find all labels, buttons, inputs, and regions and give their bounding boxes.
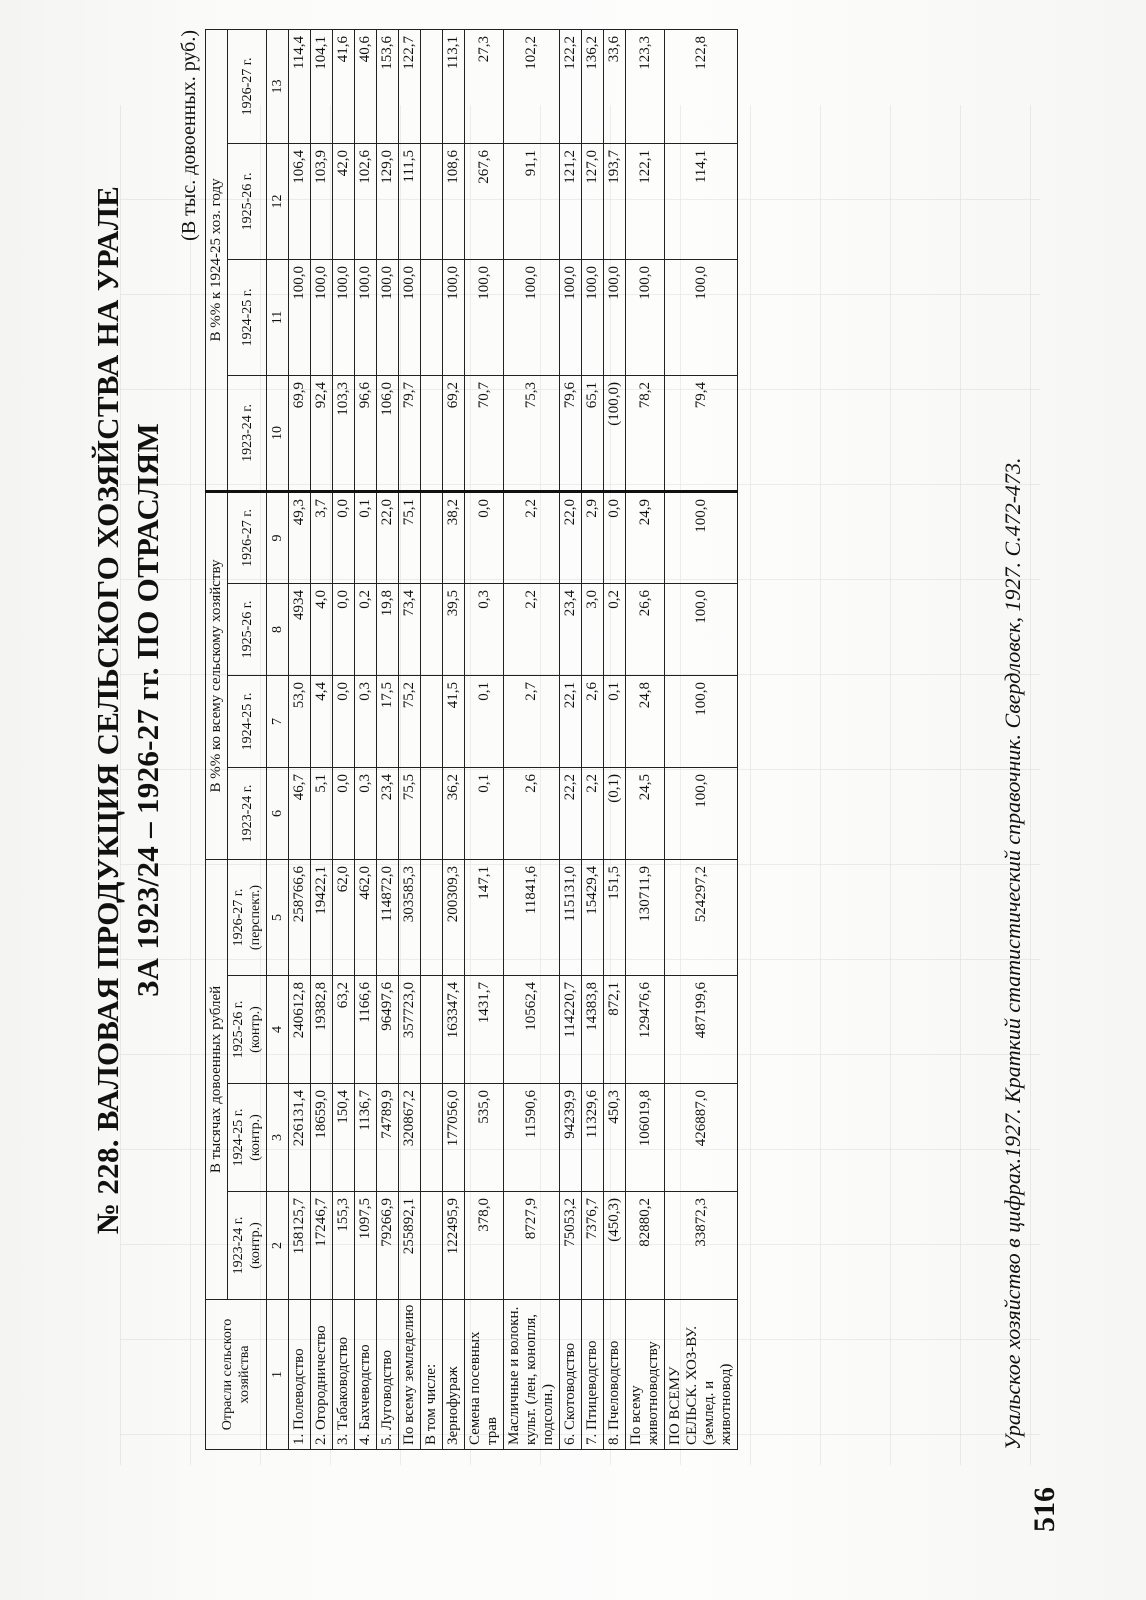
header-row-groups — [206, 29, 228, 1449]
table-row — [504, 29, 560, 1449]
table-cell: 4,4 — [311, 675, 333, 767]
table-cell: 240612,8 — [289, 976, 311, 1084]
table-cell: 0,0 — [333, 583, 355, 675]
table-cell: 114,1 — [665, 143, 738, 259]
table-row — [355, 29, 377, 1449]
table-cell — [421, 29, 443, 143]
table-cell: 100,0 — [604, 259, 626, 375]
table-cell: 17,5 — [377, 675, 399, 767]
year-thousands-1: 1923-24 г. (контр.) — [228, 1192, 267, 1300]
column-number-10: 10 — [267, 375, 289, 491]
row-label: В том числе: — [421, 1300, 443, 1450]
table-cell: 22,0 — [377, 491, 399, 583]
group-header-thousands: В тысячах довоенных рублей — [206, 859, 228, 1299]
table-cell: 0,3 — [355, 675, 377, 767]
table-cell: 100,0 — [399, 259, 421, 375]
table-cell: 100,0 — [665, 767, 738, 859]
table-cell: 74789,9 — [377, 1084, 399, 1192]
table-cell: 102,2 — [504, 29, 560, 143]
table-cell: 136,2 — [582, 29, 604, 143]
table-cell: 38,2 — [443, 491, 465, 583]
table-row — [377, 29, 399, 1449]
table-cell: 94239,9 — [560, 1084, 582, 1192]
table-cell: 102,6 — [355, 143, 377, 259]
unit-note: (В тыс. довоенных. руб.) — [178, 30, 200, 241]
table-row — [665, 29, 738, 1449]
table-cell: 39,5 — [443, 583, 465, 675]
year-thousands-3: 1925-26 г. (контр.) — [228, 976, 267, 1084]
table-cell: 26,6 — [626, 583, 665, 675]
table-cell: 2,7 — [504, 675, 560, 767]
header-row-years — [228, 29, 267, 1449]
table-row — [560, 29, 582, 1449]
table-cell: 100,0 — [665, 675, 738, 767]
table-cell: 14383,8 — [582, 976, 604, 1084]
table-cell: 3,7 — [311, 491, 333, 583]
table-cell: 2,6 — [582, 675, 604, 767]
year-pct-total-2: 1924-25 г. — [228, 675, 267, 767]
table-cell: 33,6 — [604, 29, 626, 143]
column-number-4: 4 — [267, 976, 289, 1084]
table-cell: 4,0 — [311, 583, 333, 675]
table-cell: (450,3) — [604, 1192, 626, 1300]
table-cell: 357723,0 — [399, 976, 421, 1084]
column-number-13: 13 — [267, 29, 289, 143]
table-cell: 100,0 — [560, 259, 582, 375]
branch-header: Отрасли сельского хозяйства — [206, 1300, 267, 1450]
table-cell: 69,9 — [289, 375, 311, 491]
table-cell: 63,2 — [333, 976, 355, 1084]
table-cell: 70,7 — [465, 375, 504, 491]
table-cell: 426887,0 — [665, 1084, 738, 1192]
table-cell: 75,2 — [399, 675, 421, 767]
table-cell — [421, 143, 443, 259]
table-cell — [421, 583, 443, 675]
table-cell: 19382,8 — [311, 976, 333, 1084]
row-label: 4. Бахчеводство — [355, 1300, 377, 1450]
table-cell: 22,2 — [560, 767, 582, 859]
table-cell: 24,8 — [626, 675, 665, 767]
table-cell: 78,2 — [626, 375, 665, 491]
statistics-table — [205, 29, 738, 1450]
table-row — [333, 29, 355, 1449]
table-cell: 320867,2 — [399, 1084, 421, 1192]
table-cell: 82880,2 — [626, 1192, 665, 1300]
table-cell: 79,4 — [665, 375, 738, 491]
table-cell: 122,8 — [665, 29, 738, 143]
table-cell: 0,1 — [465, 767, 504, 859]
table-cell: 378,0 — [465, 1192, 504, 1300]
year-pct-total-4: 1926-27 г. — [228, 491, 267, 583]
row-label: 1. Полеводство — [289, 1300, 311, 1450]
table-cell: 450,3 — [604, 1084, 626, 1192]
table-cell: 15429,4 — [582, 859, 604, 975]
table-cell: 0,3 — [465, 583, 504, 675]
table-cell: 2,2 — [504, 583, 560, 675]
row-label: 3. Табаководство — [333, 1300, 355, 1450]
row-label: ПО ВСЕМУ СЕЛЬСК. ХОЗ-ВУ. (землед. и животновод) — [665, 1300, 738, 1450]
table-cell: 2,2 — [582, 767, 604, 859]
table-cell: 303585,3 — [399, 859, 421, 975]
table-cell: 2,2 — [504, 491, 560, 583]
table-cell: 24,5 — [626, 767, 665, 859]
table-cell: 79,6 — [560, 375, 582, 491]
table-cell: 3,0 — [582, 583, 604, 675]
table-cell: 100,0 — [504, 259, 560, 375]
table-cell: 100,0 — [289, 259, 311, 375]
table-cell: 19,8 — [377, 583, 399, 675]
column-number-12: 12 — [267, 143, 289, 259]
table-cell: 11590,6 — [504, 1084, 560, 1192]
year-pct-total-1: 1923-24 г. — [228, 767, 267, 859]
table-cell: 100,0 — [465, 259, 504, 375]
table-cell: 1097,5 — [355, 1192, 377, 1300]
table-cell: 24,9 — [626, 491, 665, 583]
page-number: 516 — [1028, 1487, 1061, 1532]
table-cell: 73,4 — [399, 583, 421, 675]
table-cell: 0,2 — [355, 583, 377, 675]
table-cell: 151,5 — [604, 859, 626, 975]
table-cell: 113,1 — [443, 29, 465, 143]
header-row-column-numbers — [267, 29, 289, 1449]
table-cell: 96497,6 — [377, 976, 399, 1084]
row-label: 5. Луговодство — [377, 1300, 399, 1450]
table-cell — [421, 859, 443, 975]
table-cell: 104,1 — [311, 29, 333, 143]
table-cell: 111,5 — [399, 143, 421, 259]
table-cell: 147,1 — [465, 859, 504, 975]
table-cell: 79266,9 — [377, 1192, 399, 1300]
table-row — [604, 29, 626, 1449]
table-cell: 226131,4 — [289, 1084, 311, 1192]
row-label: Масличные и волокн. культ. (лен, конопля, подсолн.) — [504, 1300, 560, 1450]
table-cell: 103,3 — [333, 375, 355, 491]
table-cell: 27,3 — [465, 29, 504, 143]
table-cell: 0,3 — [355, 767, 377, 859]
row-label: По всему животноводству — [626, 1300, 665, 1450]
row-label: 6. Скотоводство — [560, 1300, 582, 1450]
table-cell — [421, 491, 443, 583]
table-cell: 11841,6 — [504, 859, 560, 975]
table-cell: 23,4 — [377, 767, 399, 859]
table-cell: 7376,7 — [582, 1192, 604, 1300]
table-cell: 41,5 — [443, 675, 465, 767]
table-cell: 114872,0 — [377, 859, 399, 975]
table-cell: 127,0 — [582, 143, 604, 259]
table-cell: 114,4 — [289, 29, 311, 143]
year-pct-1924-4: 1926-27 г. — [228, 29, 267, 143]
table-cell: 129,0 — [377, 143, 399, 259]
table-cell: 155,3 — [333, 1192, 355, 1300]
table-cell: 40,6 — [355, 29, 377, 143]
table-cell: 65,1 — [582, 375, 604, 491]
row-label: По всему земледелию — [399, 1300, 421, 1450]
table-cell: 106,0 — [377, 375, 399, 491]
table-cell: 49,3 — [289, 491, 311, 583]
row-label: 8. Пчеловодство — [604, 1300, 626, 1450]
table-cell: 79,7 — [399, 375, 421, 491]
table-cell: 114220,7 — [560, 976, 582, 1084]
table-cell: 0,0 — [333, 491, 355, 583]
table-cell: 158125,7 — [289, 1192, 311, 1300]
table-cell: 100,0 — [355, 259, 377, 375]
table-cell: 1166,6 — [355, 976, 377, 1084]
table-cell: 100,0 — [377, 259, 399, 375]
table-cell: 0,1 — [604, 675, 626, 767]
table-cell: 75,5 — [399, 767, 421, 859]
table-cell — [421, 767, 443, 859]
table-cell: 2,6 — [504, 767, 560, 859]
table-cell: 75,3 — [504, 375, 560, 491]
table-cell: 0,0 — [465, 491, 504, 583]
column-number-7: 7 — [267, 675, 289, 767]
group-header-pct-1924: В %% к 1924-25 хоз. году — [206, 29, 228, 491]
column-number-2: 2 — [267, 1192, 289, 1300]
table-cell: 122,7 — [399, 29, 421, 143]
table-cell: (100,0) — [604, 375, 626, 491]
table-cell: 1136,7 — [355, 1084, 377, 1192]
table-cell — [421, 976, 443, 1084]
table-title — [88, 150, 168, 1270]
table-cell: 10562,4 — [504, 976, 560, 1084]
table-cell: 4934 — [289, 583, 311, 675]
column-number-11: 11 — [267, 259, 289, 375]
table-cell: 177056,0 — [443, 1084, 465, 1192]
column-number-1: 1 — [267, 1300, 289, 1450]
table-cell: 1431,7 — [465, 976, 504, 1084]
table-cell: 17246,7 — [311, 1192, 333, 1300]
table-cell: 53,0 — [289, 675, 311, 767]
title-line-1: № 228. ВАЛОВАЯ ПРОДУКЦИЯ СЕЛЬСКОГО ХОЗЯЙСТВА НА УРАЛЕ — [90, 185, 125, 1235]
table-row — [421, 29, 443, 1449]
row-label: 2. Огородничество — [311, 1300, 333, 1450]
table-cell: 106,4 — [289, 143, 311, 259]
table-cell: 100,0 — [333, 259, 355, 375]
table-cell: 100,0 — [582, 259, 604, 375]
table-cell: 122,2 — [560, 29, 582, 143]
year-pct-1924-1: 1923-24 г. — [228, 375, 267, 491]
table-cell: 255892,1 — [399, 1192, 421, 1300]
table-cell: 36,2 — [443, 767, 465, 859]
table-cell: 122495,9 — [443, 1192, 465, 1300]
table-cell: 75,1 — [399, 491, 421, 583]
year-pct-1924-3: 1925-26 г. — [228, 143, 267, 259]
table-row — [399, 29, 421, 1449]
table-cell: 163347,4 — [443, 976, 465, 1084]
table-cell: 150,4 — [333, 1084, 355, 1192]
row-label: Зернофураж — [443, 1300, 465, 1450]
table-cell: 42,0 — [333, 143, 355, 259]
table-cell: 115131,0 — [560, 859, 582, 975]
source-citation: Уральское хозяйство в цифрах.1927. Краткий статистический справочник. Свердловск, 1927. С.472-473. — [1000, 457, 1025, 1450]
table-cell: 524297,2 — [665, 859, 738, 975]
table-row — [465, 29, 504, 1449]
table-cell: 75053,2 — [560, 1192, 582, 1300]
table-row — [289, 29, 311, 1449]
table-cell: 267,6 — [465, 143, 504, 259]
table-cell: 108,6 — [443, 143, 465, 259]
table-cell: 487199,6 — [665, 976, 738, 1084]
row-label: 7. Птицеводство — [582, 1300, 604, 1450]
table-cell: 462,0 — [355, 859, 377, 975]
table-cell: 0,1 — [355, 491, 377, 583]
table-cell: 153,6 — [377, 29, 399, 143]
table-cell: 872,1 — [604, 976, 626, 1084]
table-cell — [421, 375, 443, 491]
table-cell: 19422,1 — [311, 859, 333, 975]
table-cell: 121,2 — [560, 143, 582, 259]
year-pct-total-3: 1925-26 г. — [228, 583, 267, 675]
table-cell: 33872,3 — [665, 1192, 738, 1300]
table-cell: 22,1 — [560, 675, 582, 767]
table-cell: 0,1 — [465, 675, 504, 767]
table-cell: 11329,6 — [582, 1084, 604, 1192]
table-cell: 0,0 — [333, 767, 355, 859]
table-cell: 258766,6 — [289, 859, 311, 975]
table-cell: 5,1 — [311, 767, 333, 859]
table-cell: 123,3 — [626, 29, 665, 143]
table-cell: 535,0 — [465, 1084, 504, 1192]
table-cell: 0,2 — [604, 583, 626, 675]
table-row — [626, 29, 665, 1449]
table-cell: 0,0 — [604, 491, 626, 583]
table-cell: 200309,3 — [443, 859, 465, 975]
table-cell: 0,0 — [333, 675, 355, 767]
table-cell: 18659,0 — [311, 1084, 333, 1192]
table-cell: 41,6 — [333, 29, 355, 143]
table-cell: 96,6 — [355, 375, 377, 491]
table-cell: 100,0 — [665, 583, 738, 675]
table-cell: 8727,9 — [504, 1192, 560, 1300]
table-cell — [421, 1084, 443, 1192]
table-cell — [421, 1192, 443, 1300]
column-number-5: 5 — [267, 859, 289, 975]
table-row — [443, 29, 465, 1449]
group-header-pct-total: В %% ко всему сельскому хозяйству — [206, 491, 228, 859]
title-line-2: ЗА 1923/24 – 1926-27 гг. ПО ОТРАСЛЯМ — [130, 422, 165, 998]
table-cell: 103,9 — [311, 143, 333, 259]
table-cell: 46,7 — [289, 767, 311, 859]
year-thousands-4: 1926-27 г. (перспект.) — [228, 859, 267, 975]
table-cell: 100,0 — [665, 259, 738, 375]
table-cell: 22,0 — [560, 491, 582, 583]
table-cell — [421, 259, 443, 375]
table-cell: 100,0 — [626, 259, 665, 375]
table-body — [289, 29, 738, 1449]
year-thousands-2: 1924-25 г. (контр.) — [228, 1084, 267, 1192]
column-number-6: 6 — [267, 767, 289, 859]
column-number-8: 8 — [267, 583, 289, 675]
table-cell: 100,0 — [311, 259, 333, 375]
table-row — [311, 29, 333, 1449]
table-cell: 106019,8 — [626, 1084, 665, 1192]
table-cell: 100,0 — [443, 259, 465, 375]
table-cell — [421, 675, 443, 767]
year-pct-1924-2: 1924-25 г. — [228, 259, 267, 375]
table-cell: 2,9 — [582, 491, 604, 583]
column-number-3: 3 — [267, 1084, 289, 1192]
table-cell: 92,4 — [311, 375, 333, 491]
table-cell: 129476,6 — [626, 976, 665, 1084]
table-cell: 23,4 — [560, 583, 582, 675]
table-cell: 91,1 — [504, 143, 560, 259]
table-row — [582, 29, 604, 1449]
table-cell: 62,0 — [333, 859, 355, 975]
row-label: Семена посевных трав — [465, 1300, 504, 1450]
table-cell: (0,1) — [604, 767, 626, 859]
table-cell: 69,2 — [443, 375, 465, 491]
table-cell: 193,7 — [604, 143, 626, 259]
table-cell: 100,0 — [665, 491, 738, 583]
table-cell: 122,1 — [626, 143, 665, 259]
column-number-9: 9 — [267, 491, 289, 583]
table-cell: 130711,9 — [626, 859, 665, 975]
